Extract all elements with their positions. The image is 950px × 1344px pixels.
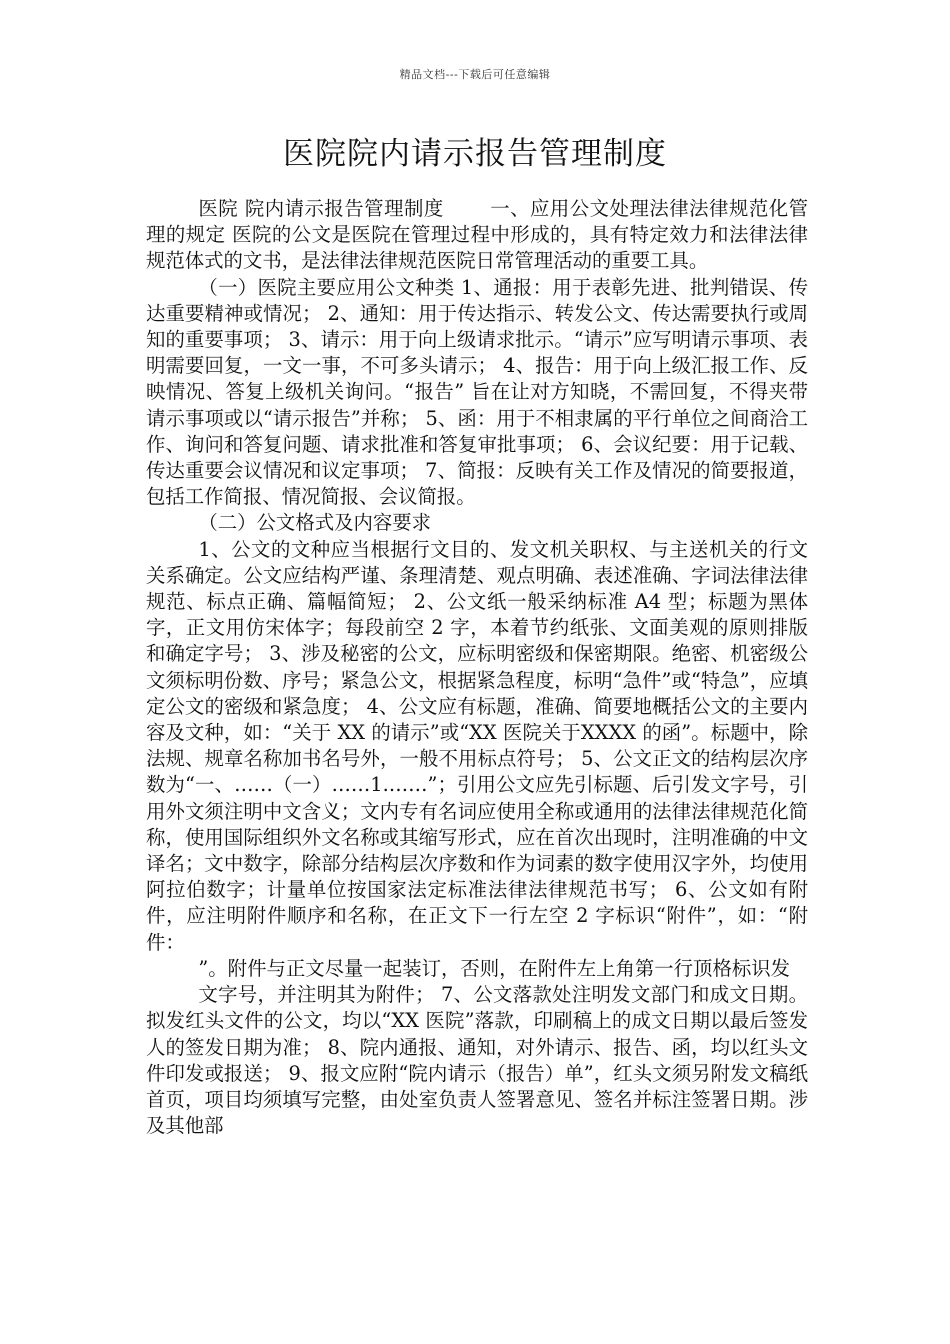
paragraph-intro: 医院 院内请示报告管理制度 一、应用公文处理法律法律规范化管理的规定 医院的公文是医院在管理过程中形成的，具有特定效力和法律法律规范体式的文书，是法律法律规范医院日常管理活动的重要工具。	[146, 197, 808, 273]
paragraph-signature-rules: 文字号，并注明其为附件； 7、公文落款处注明发文部门和成文日期。拟发红头文件的公文，均以“XX 医院”落款，印刷稿上的成文日期以最后签发人的签发日期为准； 8、院内通报、通知，对外请示、报告、函，均以红头文件印发或报送； 9、报文应附“院内请示（报告）单”，红头文须另附发文稿纸首页，项目均须填写完整，由处室负责人签署意见、签名并标注签署日期。涉及其他部	[146, 983, 808, 1138]
paragraph-section-heading: （二）公文格式及内容要求	[198, 511, 432, 535]
paragraph-format-requirements: 1、公文的文种应当根据行文目的、发文机关职权、与主送机关的行文关系确定。公文应结构严谨、条理清楚、观点明确、表述准确、字词法律法律规范、标点正确、篇幅简短； 2、公文纸一般采纳标准 A4 型；标题为黑体字，正文用仿宋体字；每段前空 2 字，本着节约纸张、文面美观的原则排版和确定字号； 3、涉及秘密的公文，应标明密级和保密期限。绝密、机密级公文须标明份数、序号；紧急公文，根据紧急程度，标明“急件”或“特急”，应填定公文的密级和紧急度； 4、公文应有标题，准确、简要地概括公文的主要内容及文种，如：“关于 XX 的请示”或“XX 医院关于XXXX 的函”。标题中，除法规、规章名称加书名号外，一般不用标点符号； 5、公文正文的结构层次序数为“一、……（一）……1.……”；引用公文应先引标题、后引发文字号，引用外文须注明中文含义；文内专有名词应使用全称或通用的法律法律规范化简称，使用国际组织外文名称或其缩写形式，应在首次出现时，注明准确的中文译名；文中数字，除部分结构层次序数和作为词素的数字使用汉字外，均使用阿拉伯数字；计量单位按国家法定标准法律法律规范书写； 6、公文如有附件，应注明附件顺序和名称，在正文下一行左空 2 字标识“附件”，如：“附件：	[146, 537, 808, 954]
paragraph-attachment-continued: ”。附件与正文尽量一起装订，否则，在附件左上角第一行顶格标识发	[198, 956, 791, 980]
paragraph-document-types: （一）医院主要应用公文种类 1、通报：用于表彰先进、批判错误、传达重要精神或情况； 2、通知：用于传达指示、转发公文、传达需要执行或周知的重要事项； 3、请示：用于向上级请求批示。“请示”应写明请示事项、表明需要回复，一文一事，不可多头请示； 4、报告：用于向上级汇报工作、反映情况、答复上级机关询问。“报告” 旨在让对方知晓，不需回复，不得夹带请示事项或以“请示报告”并称； 5、函：用于不相隶属的平行单位之间商洽工作、询问和答复问题、请求批准和答复审批事项； 6、会议纪要：用于记载、传达重要会议情况和议定事项； 7、简报：反映有关工作及情况的简要报道，包括工作简报、情况简报、会议简报。	[146, 275, 808, 509]
document-body	[146, 196, 808, 1139]
document-title: 医院院内请示报告管理制度	[283, 136, 667, 172]
header-note: 精品文档---下载后可任意编辑	[399, 68, 551, 81]
